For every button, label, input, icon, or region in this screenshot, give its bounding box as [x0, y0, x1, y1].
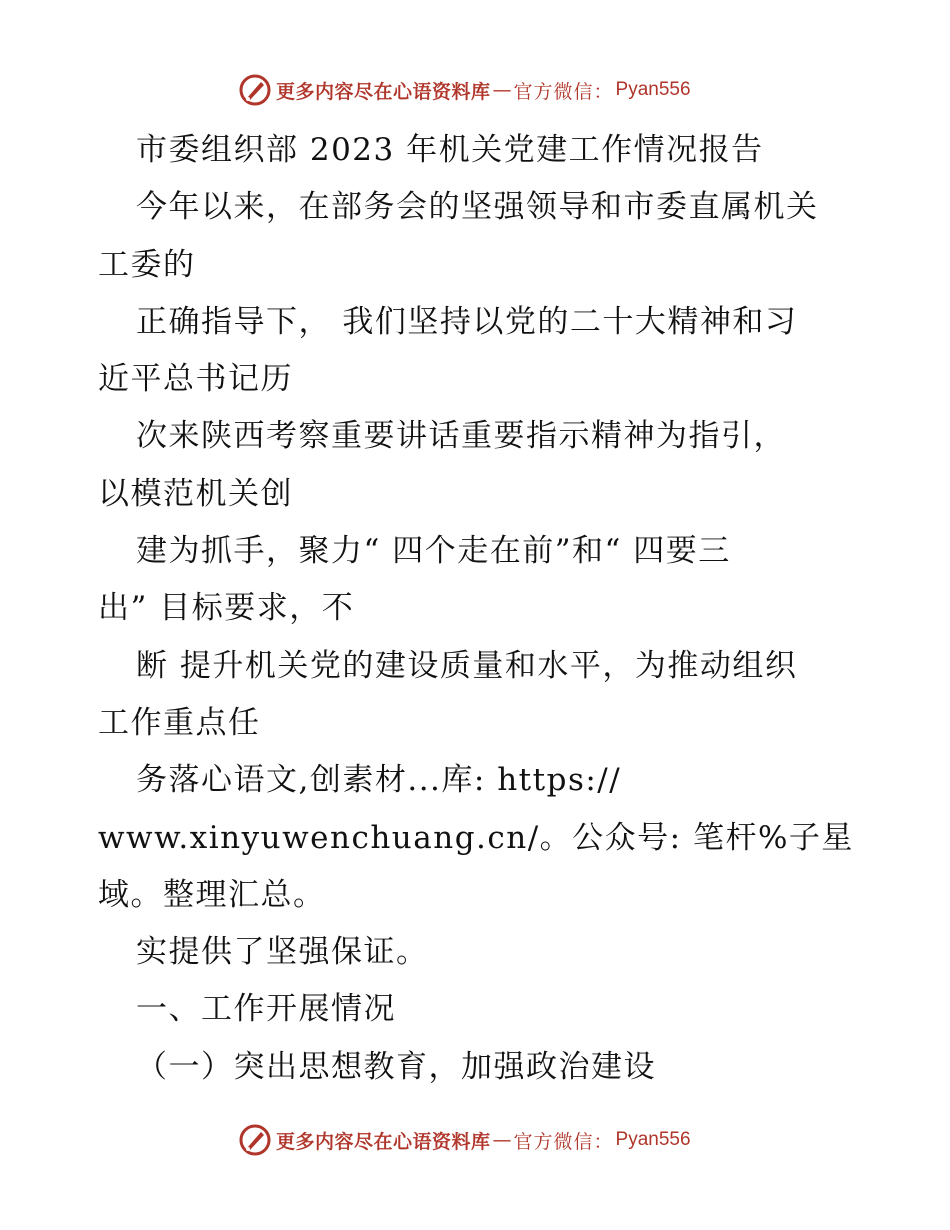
- document-body: [98, 122, 868, 1096]
- footer-watermark: [238, 1120, 691, 1160]
- text-line: 正确指导下， 我们坚持以党的二十大精神和习: [136, 303, 798, 340]
- watermark-wechat-id: Pyan556: [615, 79, 691, 100]
- subsection-heading: （一）突出思想教育，加强政治建设: [136, 1048, 656, 1085]
- text-line: 务落心语文,创素材...库: https://: [136, 762, 622, 799]
- text-line: 近平总书记历: [98, 361, 293, 398]
- watermark-wechat-label: 官方微信：: [513, 1130, 614, 1153]
- pen-logo-icon: [238, 73, 272, 107]
- header-watermark: [238, 70, 691, 110]
- text-line: 工委的: [98, 246, 196, 283]
- pen-logo-icon: [238, 1123, 272, 1157]
- text-line: 出” 目标要求，不: [98, 590, 355, 627]
- text-line: 域。整理汇总。: [98, 876, 326, 913]
- text-line: 次来陕西考察重要讲话重要指示精神为指引，: [136, 418, 786, 455]
- text-line: 断 提升机关党的建设质量和水平，为推动组织: [136, 647, 798, 684]
- watermark-main-text: 更多内容尽在心语资料库: [276, 80, 491, 103]
- watermark-dash: —: [492, 79, 512, 101]
- text-line: 以模范机关创: [98, 475, 293, 512]
- text-line: 工作重点任: [98, 704, 261, 741]
- text-line: 今年以来，在部务会的坚强领导和市委直属机关: [136, 189, 819, 226]
- section-heading: 一、工作开展情况: [136, 991, 396, 1028]
- watermark-wechat-label: 官方微信：: [513, 80, 614, 103]
- document-title: 市委组织部 2023 年机关党建工作情况报告: [136, 132, 764, 168]
- watermark-main-text: 更多内容尽在心语资料库: [276, 1130, 491, 1153]
- watermark-wechat-id: Pyan556: [615, 1129, 691, 1150]
- text-line: 实提供了坚强保证。: [136, 934, 429, 971]
- text-line: 建为抓手，聚力“ 四个走在前”和“ 四要三: [136, 533, 731, 570]
- text-line: www.xinyuwenchuang.cn/。公众号: 笔杆%子星: [98, 819, 854, 856]
- watermark-dash: —: [492, 1129, 512, 1151]
